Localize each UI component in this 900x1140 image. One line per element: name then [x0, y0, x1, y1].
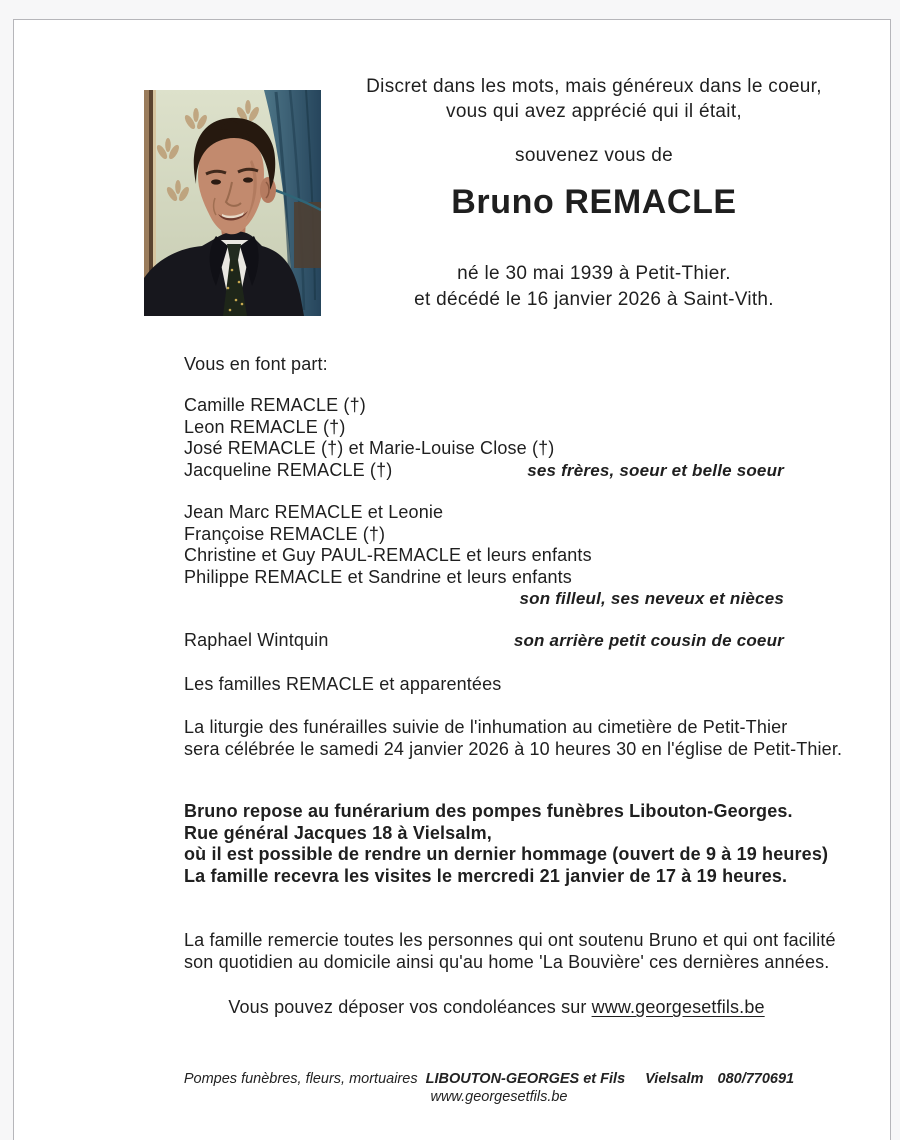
funeral-home-line-1: Bruno repose au funérarium des pompes funèbres Libouton-Georges.	[184, 801, 793, 821]
relation-label-siblings: ses frères, soeur et belle soeur	[527, 460, 784, 480]
mourners-lead: Vous en font part:	[184, 354, 328, 374]
footer-line	[144, 1070, 834, 1106]
mourner-line: Camille REMACLE (†)	[184, 395, 366, 415]
families-line: Les familles REMACLE et apparentées	[184, 674, 502, 694]
footer-prefix: Pompes funèbres, fleurs, mortuaires	[183, 1071, 418, 1087]
condolences-text: Vous pouvez déposer vos condoléances sur	[228, 997, 587, 1017]
mourner-line: Philippe REMACLE et Sandrine et leurs enfants	[184, 566, 572, 587]
mourners-group-1	[184, 395, 784, 481]
mourner-line: Raphael Wintquin	[184, 630, 329, 650]
funeral-home-line-4: La famille recevra les visites le mercredi 21 janvier de 17 à 19 heures.	[184, 865, 788, 886]
thanks-block	[184, 930, 836, 973]
condolences-line	[184, 997, 809, 1019]
remembrance-intro: souvenez vous de	[515, 145, 673, 166]
ceremony-line-2: sera célébrée le samedi 24 janvier 2026 à 10 heures 30 en l'église de Petit-Thier.	[184, 738, 843, 759]
announcement-page	[13, 19, 891, 1140]
mourner-line: Leon REMACLE (†)	[184, 416, 346, 437]
condolences-website-link[interactable]: www.georgesetfils.be	[591, 997, 765, 1017]
birth-line: né le 30 mai 1939 à Petit-Thier.	[457, 263, 731, 284]
header-block	[309, 74, 879, 313]
mourner-line: José REMACLE (†) et Marie-Louise Close (†)	[184, 438, 555, 458]
mourners-group-3	[184, 630, 784, 652]
mourner-line: Jacqueline REMACLE (†)	[184, 459, 393, 480]
funeral-home-block	[184, 801, 828, 887]
header-quote-line-2: vous qui avez apprécié qui il était,	[446, 101, 742, 122]
portrait-photo-image	[144, 90, 321, 316]
footer-company: LIBOUTON-GEORGES et Fils	[425, 1071, 626, 1087]
header-quote-line-1: Discret dans les mots, mais généreux dans le coeur,	[366, 76, 822, 97]
relation-label-cousin: son arrière petit cousin de coeur	[513, 631, 784, 650]
mourner-line: Françoise REMACLE (†)	[184, 523, 386, 544]
relation-label-nephews: son filleul, ses neveux et nièces	[519, 589, 784, 608]
deceased-name: Bruno REMACLE	[451, 183, 737, 221]
portrait-photo	[144, 90, 321, 316]
mourners-group-2	[184, 502, 784, 610]
funeral-home-line-2: Rue général Jacques 18 à Vielsalm,	[184, 822, 492, 843]
ceremony-line-1: La liturgie des funérailles suivie de l'inhumation au cimetière de Petit-Thier	[184, 717, 788, 737]
footer-phone: 080/770691	[717, 1071, 795, 1087]
funeral-home-line-3: où il est possible de rendre un dernier hommage (ouvert de 9 à 19 heures)	[184, 844, 829, 864]
thanks-line-2: son quotidien au domicile ainsi qu'au home 'La Bouvière' ces dernières années.	[184, 951, 830, 972]
mourner-line: Christine et Guy PAUL-REMACLE et leurs enfants	[184, 545, 592, 565]
ceremony-block	[184, 717, 842, 760]
thanks-line-1: La famille remercie toutes les personnes qui ont soutenu Bruno et qui ont facilité	[184, 930, 836, 950]
death-line: et décédé le 16 janvier 2026 à Saint-Vith.	[414, 289, 774, 310]
footer-city: Vielsalm	[645, 1071, 704, 1087]
footer-website: www.georgesetfils.be	[430, 1089, 568, 1105]
mourner-line: Jean Marc REMACLE et Leonie	[184, 502, 444, 522]
